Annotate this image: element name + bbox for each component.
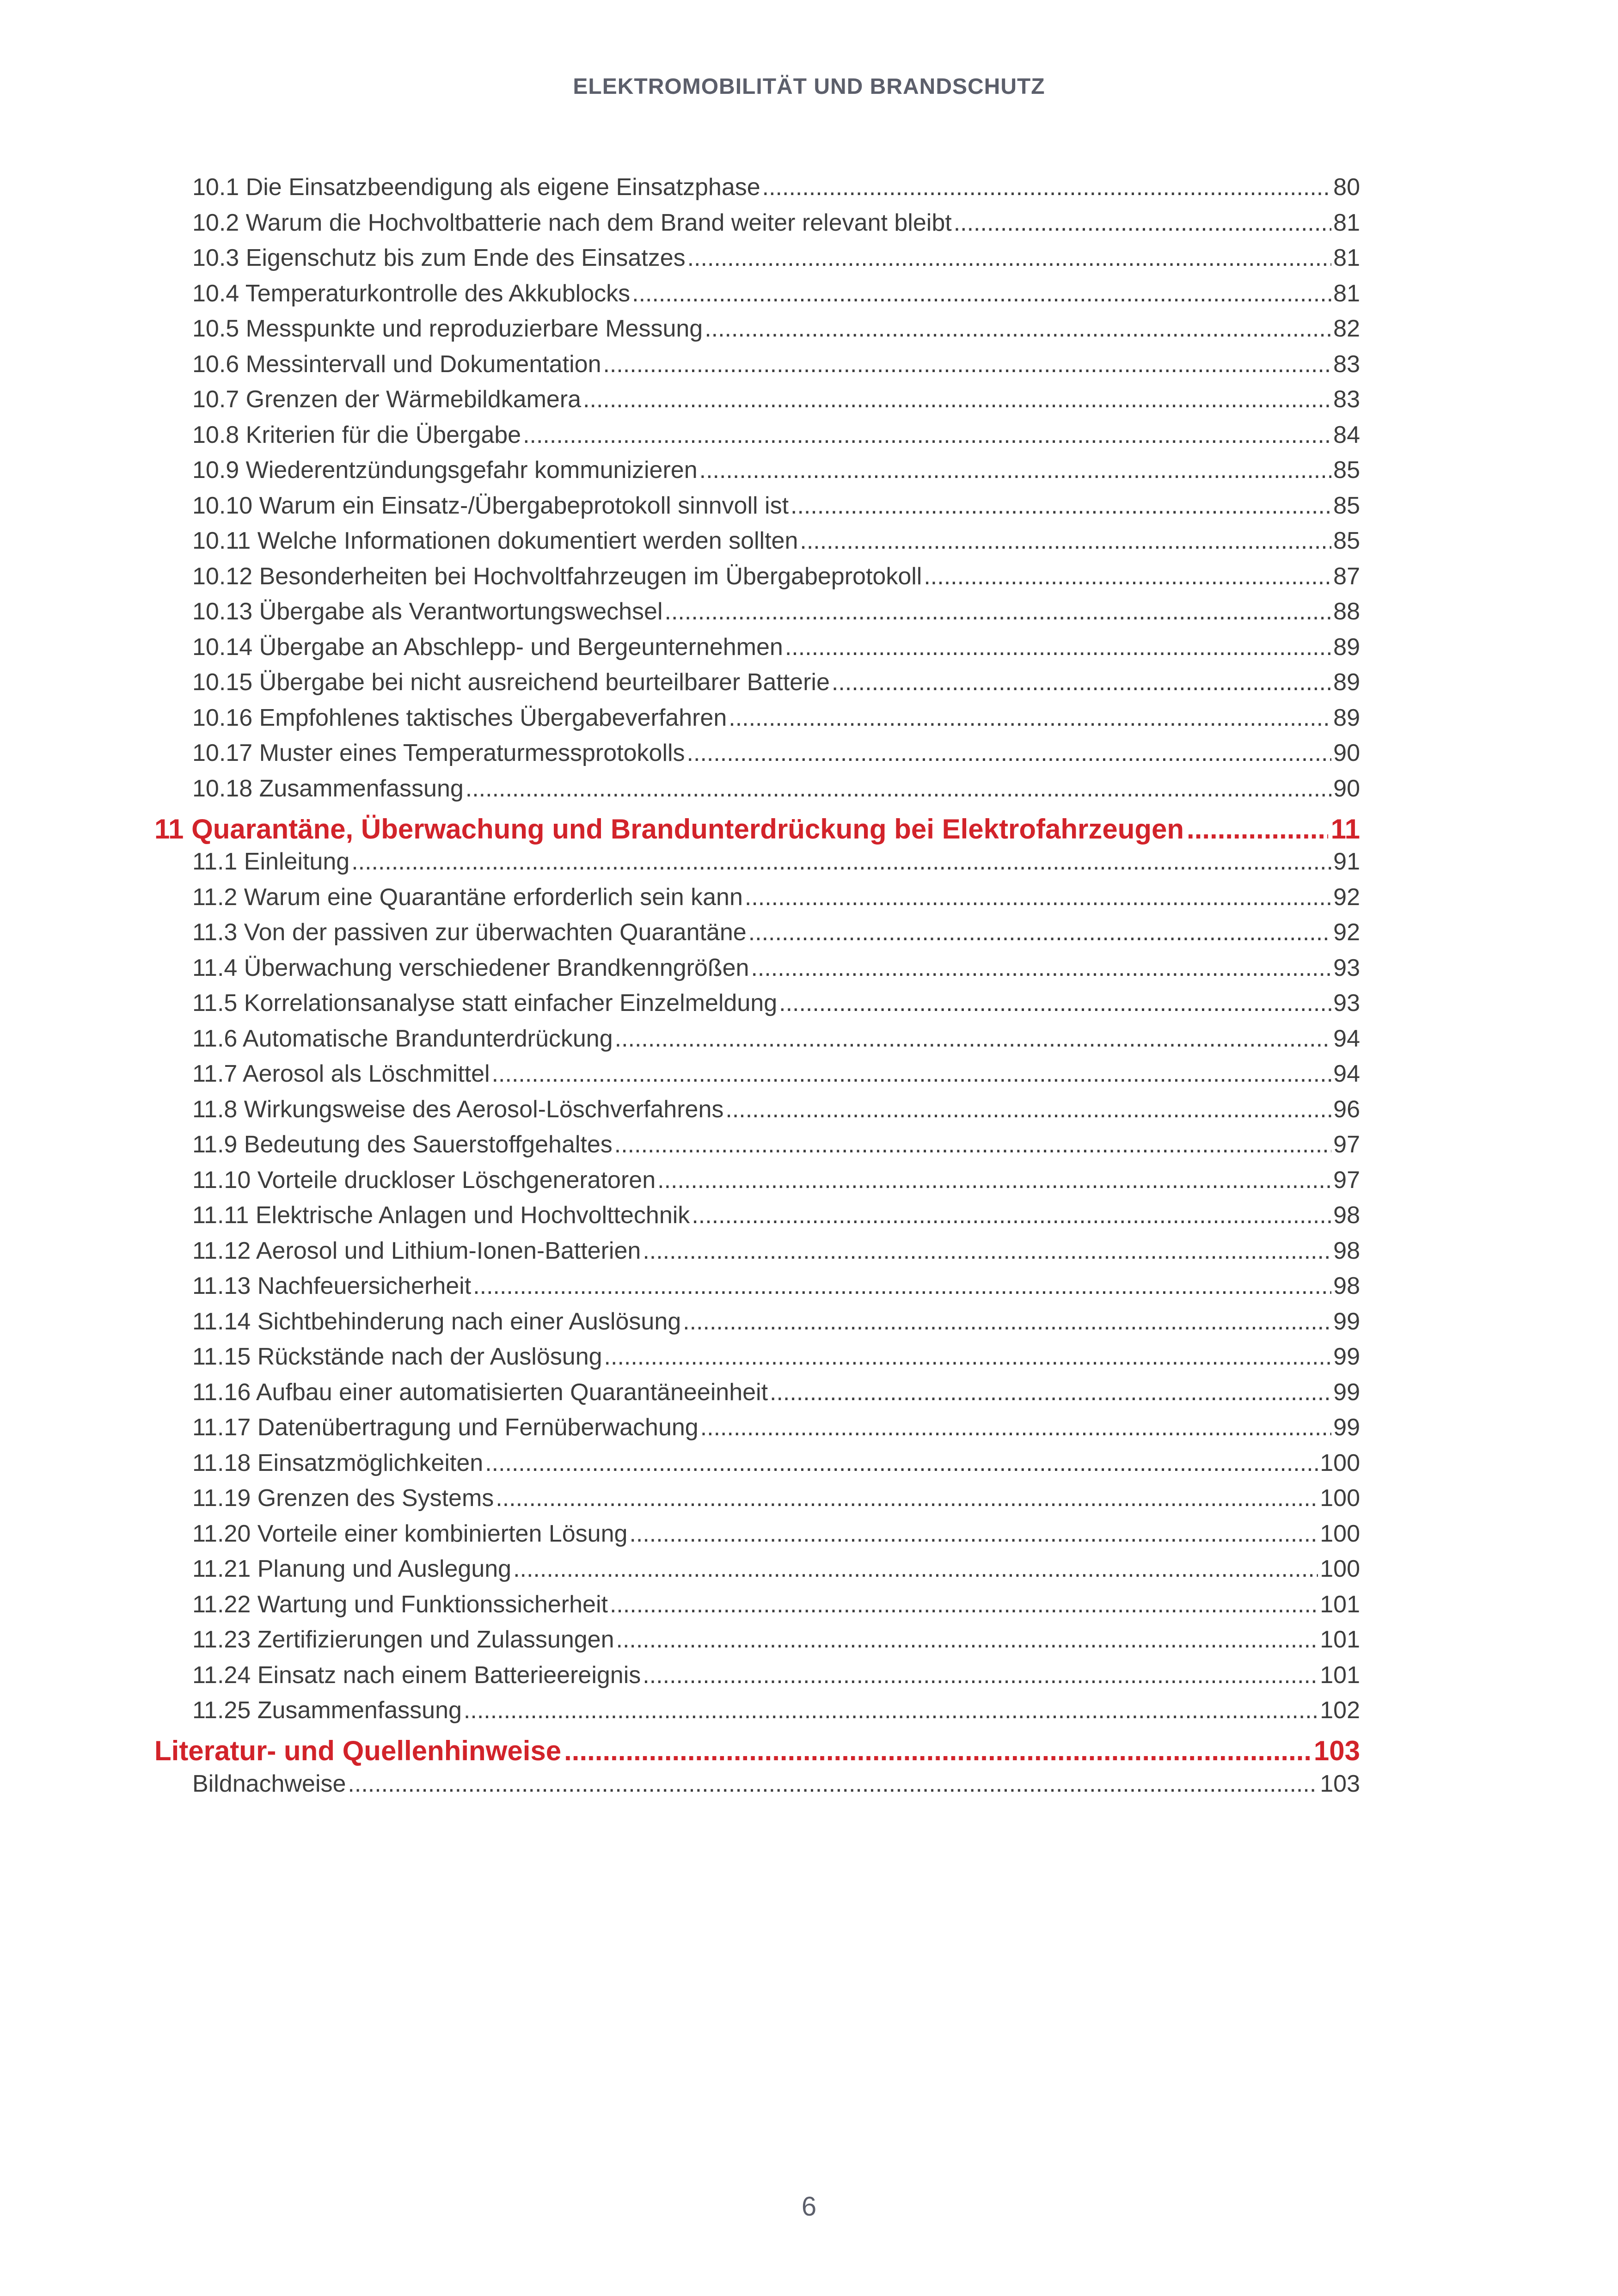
dot-leader xyxy=(348,1770,1318,1798)
toc-entry-title: 10.18 Zusammenfassung xyxy=(192,775,464,802)
toc-section-entry[interactable] xyxy=(154,1237,1360,1273)
toc-entry-page: 101 xyxy=(1320,1661,1360,1689)
dot-leader xyxy=(614,1131,1331,1158)
toc-section-entry[interactable] xyxy=(154,1484,1360,1520)
toc-entry-title: 10.17 Muster eines Temperaturmessprotokolls xyxy=(192,740,685,766)
toc-entry-page: 101 xyxy=(1320,1626,1360,1653)
toc-section-entry[interactable] xyxy=(154,173,1360,209)
toc-entry-page: 99 xyxy=(1333,1378,1360,1406)
toc-entry-page: 94 xyxy=(1333,1060,1360,1087)
dot-leader xyxy=(1187,813,1328,845)
toc-section-entry[interactable] xyxy=(154,492,1360,527)
toc-entry-page: 101 xyxy=(1320,1591,1360,1618)
toc-entry-title: 11.25 Zusammenfassung xyxy=(192,1697,462,1724)
toc-entry-title: 10.2 Warum die Hochvoltbatterie nach dem Brand weiter relevant bleibt xyxy=(192,209,952,236)
toc-entry-page: 91 xyxy=(1333,848,1360,875)
toc-entry-title: 11.23 Zertifizierungen und Zulassungen xyxy=(192,1626,614,1653)
toc-entry-page: 100 xyxy=(1320,1449,1360,1476)
toc-section-entry[interactable] xyxy=(154,1025,1360,1060)
dot-leader xyxy=(629,1520,1318,1548)
dot-leader xyxy=(603,350,1331,378)
toc-entry-page: 99 xyxy=(1333,1308,1360,1335)
dot-leader xyxy=(615,1025,1332,1053)
toc-entry-page: 88 xyxy=(1333,598,1360,625)
toc-section-entry[interactable] xyxy=(154,1661,1360,1697)
toc-section-entry[interactable] xyxy=(154,1555,1360,1591)
dot-leader xyxy=(699,456,1332,484)
toc-chapter-entry[interactable] xyxy=(154,810,1360,848)
toc-entry-page: 81 xyxy=(1333,209,1360,236)
toc-entry-page: 90 xyxy=(1333,740,1360,766)
toc-section-entry[interactable] xyxy=(154,1343,1360,1378)
toc-section-entry[interactable] xyxy=(154,386,1360,421)
toc-entry-title: 10.10 Warum ein Einsatz-/Übergabeprotokoll sinnvoll ist xyxy=(192,492,789,519)
toc-entry-title: 11.6 Automatische Brandunterdrückung xyxy=(192,1025,613,1052)
toc-entry-title: 10.8 Kriterien für die Übergabe xyxy=(192,421,521,448)
toc-entry-title: 10.14 Übergabe an Abschlepp- und Bergeunternehmen xyxy=(192,633,783,661)
toc-section-entry[interactable] xyxy=(154,1308,1360,1343)
toc-entry-page: 84 xyxy=(1333,421,1360,448)
dot-leader xyxy=(657,1166,1331,1194)
toc-entry-page: 99 xyxy=(1333,1343,1360,1370)
dot-leader xyxy=(523,421,1331,449)
dot-leader xyxy=(832,668,1331,696)
toc-section-entry[interactable] xyxy=(154,1591,1360,1626)
toc-section-entry[interactable] xyxy=(154,1166,1360,1202)
dot-leader xyxy=(643,1661,1318,1689)
toc-section-entry[interactable] xyxy=(154,315,1360,350)
toc-section-entry[interactable] xyxy=(154,1626,1360,1661)
toc-entry-page: 98 xyxy=(1333,1273,1360,1299)
dot-leader xyxy=(692,1201,1331,1229)
dot-leader xyxy=(729,704,1331,732)
toc-entry-title: 11.12 Aerosol und Lithium-Ionen-Batterien xyxy=(192,1237,641,1264)
dot-leader xyxy=(762,173,1332,201)
toc-entry-title: 10.5 Messpunkte und reproduzierbare Messung xyxy=(192,315,703,342)
toc-section-entry[interactable] xyxy=(154,739,1360,775)
dot-leader xyxy=(564,1735,1311,1767)
dot-leader xyxy=(779,989,1331,1017)
dot-leader xyxy=(513,1555,1318,1583)
dot-leader xyxy=(643,1237,1331,1265)
toc-entry-page: 90 xyxy=(1333,775,1360,802)
toc-entry-page: 82 xyxy=(1333,315,1360,342)
toc-entry-title: 11.7 Aerosol als Löschmittel xyxy=(192,1060,490,1087)
toc-section-entry[interactable] xyxy=(154,1414,1360,1449)
toc-section-entry[interactable] xyxy=(154,280,1360,315)
toc-section-entry[interactable] xyxy=(154,1060,1360,1096)
toc-entry-title: 11.19 Grenzen des Systems xyxy=(192,1485,494,1512)
toc-section-entry[interactable] xyxy=(154,668,1360,704)
toc-entry-title: 11.10 Vorteile druckloser Löschgeneratoren xyxy=(192,1166,656,1194)
toc-entry-title: 11.13 Nachfeuersicherheit xyxy=(192,1273,472,1299)
toc-section-entry[interactable] xyxy=(154,1520,1360,1555)
toc-entry-page: 97 xyxy=(1333,1166,1360,1194)
toc-entry-title: Bildnachweise xyxy=(192,1770,346,1797)
toc-entry-title: 10.9 Wiederentzündungsgefahr kommunizieren xyxy=(192,457,698,484)
page-number: 6 xyxy=(801,2192,817,2222)
toc-entry-page: 83 xyxy=(1333,350,1360,378)
toc-entry-title: 11.22 Wartung und Funktionssicherheit xyxy=(192,1591,608,1618)
dot-leader xyxy=(785,633,1331,661)
toc-entry-title: 11.4 Überwachung verschiedener Brandkenngrößen xyxy=(192,954,749,981)
toc-entry-page: 85 xyxy=(1333,527,1360,554)
toc-entry-page: 94 xyxy=(1333,1025,1360,1052)
toc-entry-title: 11.16 Aufbau einer automatisierten Quarantäneeinheit xyxy=(192,1378,768,1406)
toc-entry-page: 98 xyxy=(1333,1202,1360,1229)
dot-leader xyxy=(751,954,1331,982)
toc-entry-page: 89 xyxy=(1333,704,1360,731)
toc-section-entry[interactable] xyxy=(154,456,1360,492)
toc-section-entry[interactable] xyxy=(154,704,1360,740)
dot-leader xyxy=(770,1378,1331,1406)
dot-leader xyxy=(583,386,1331,413)
toc-entry-page: 103 xyxy=(1313,1735,1360,1766)
dot-leader xyxy=(791,492,1331,520)
dot-leader xyxy=(954,209,1331,237)
toc-entry-page: 87 xyxy=(1333,563,1360,590)
toc-entry-page: 97 xyxy=(1333,1131,1360,1158)
toc-entry-page: 89 xyxy=(1333,633,1360,661)
toc-entry-page: 81 xyxy=(1333,280,1360,307)
toc-entry-title: 11.1 Einleitung xyxy=(192,848,350,875)
toc-entry-page: 100 xyxy=(1320,1520,1360,1547)
dot-leader xyxy=(700,1414,1331,1441)
dot-leader xyxy=(748,918,1331,946)
toc-section-entry[interactable] xyxy=(154,1201,1360,1237)
dot-leader xyxy=(351,848,1331,876)
toc-section-entry[interactable] xyxy=(154,848,1360,883)
dot-leader xyxy=(632,280,1331,307)
toc-entry-title: 11.15 Rückstände nach der Auslösung xyxy=(192,1343,602,1370)
toc-entry-title: 10.6 Messintervall und Dokumentation xyxy=(192,350,601,378)
toc-entry-title: 11.9 Bedeutung des Sauerstoffgehaltes xyxy=(192,1131,613,1158)
dot-leader xyxy=(616,1626,1318,1653)
toc-entry-title: 11.17 Datenübertragung und Fernüberwachung xyxy=(192,1414,699,1441)
dot-leader xyxy=(725,1096,1331,1123)
toc-entry-page: 98 xyxy=(1333,1237,1360,1264)
dot-leader xyxy=(473,1272,1331,1300)
toc-entry-title: 11.20 Vorteile einer kombinierten Lösung xyxy=(192,1520,628,1547)
toc-entry-page: 103 xyxy=(1320,1770,1360,1797)
toc-section-entry[interactable] xyxy=(154,598,1360,633)
toc-section-entry[interactable] xyxy=(154,883,1360,919)
toc-entry-title: 10.15 Übergabe bei nicht ausreichend beurteilbarer Batterie xyxy=(192,669,830,696)
toc-entry-title: 10.11 Welche Informationen dokumentiert werden sollten xyxy=(192,527,798,554)
dot-leader xyxy=(492,1060,1332,1088)
toc-entry-page: 100 xyxy=(1320,1485,1360,1512)
toc-section-entry[interactable] xyxy=(154,633,1360,669)
toc-section-entry[interactable] xyxy=(154,421,1360,457)
toc-entry-page: 89 xyxy=(1333,669,1360,696)
toc-entry-page: 92 xyxy=(1333,919,1360,946)
toc-section-entry[interactable] xyxy=(154,1770,1360,1806)
table-of-contents xyxy=(154,173,1360,1805)
toc-entry-title: 10.13 Übergabe als Verantwortungswechsel xyxy=(192,598,663,625)
toc-entry-title: 11.24 Einsatz nach einem Batterieereignis xyxy=(192,1661,641,1689)
toc-entry-page: 85 xyxy=(1333,457,1360,484)
toc-section-entry[interactable] xyxy=(154,350,1360,386)
toc-entry-page: 80 xyxy=(1333,174,1360,201)
toc-entry-page: 93 xyxy=(1333,990,1360,1016)
toc-section-entry[interactable] xyxy=(154,563,1360,598)
running-header: ELEKTROMOBILITÄT UND BRANDSCHUTZ xyxy=(573,74,1045,99)
toc-section-entry[interactable] xyxy=(154,775,1360,810)
dot-leader xyxy=(687,739,1332,767)
dot-leader xyxy=(687,244,1332,272)
toc-section-entry[interactable] xyxy=(154,1272,1360,1308)
toc-entry-page: 85 xyxy=(1333,492,1360,519)
toc-section-entry[interactable] xyxy=(154,1131,1360,1166)
toc-section-entry[interactable] xyxy=(154,1696,1360,1732)
toc-entry-title: 10.3 Eigenschutz bis zum Ende des Einsatzes xyxy=(192,245,686,271)
toc-entry-title: 11.3 Von der passiven zur überwachten Quarantäne xyxy=(192,919,747,946)
dot-leader xyxy=(604,1343,1332,1371)
toc-entry-title: 11.18 Einsatzmöglichkeiten xyxy=(192,1449,484,1476)
dot-leader xyxy=(683,1308,1331,1335)
toc-entry-page: 81 xyxy=(1333,245,1360,271)
toc-entry-title: 10.1 Die Einsatzbeendigung als eigene Einsatzphase xyxy=(192,174,760,201)
toc-section-entry[interactable] xyxy=(154,209,1360,245)
toc-entry-title: 11 Quarantäne, Überwachung und Brandunterdrückung bei Elektrofahrzeugen xyxy=(154,813,1184,845)
toc-entry-title: Literatur- und Quellenhinweise xyxy=(154,1735,562,1766)
toc-chapter-entry[interactable] xyxy=(154,1732,1360,1770)
toc-entry-title: 11.11 Elektrische Anlagen und Hochvolttechnik xyxy=(192,1202,690,1229)
toc-entry-title: 11.2 Warum eine Quarantäne erforderlich sein kann xyxy=(192,883,743,911)
toc-entry-page: 96 xyxy=(1333,1096,1360,1123)
toc-section-entry[interactable] xyxy=(154,1378,1360,1414)
dot-leader xyxy=(924,563,1331,590)
dot-leader xyxy=(466,775,1331,802)
toc-entry-title: 11.14 Sichtbehinderung nach einer Auslösung xyxy=(192,1308,681,1335)
toc-entry-page: 92 xyxy=(1333,883,1360,911)
toc-entry-title: 10.16 Empfohlenes taktisches Übergabeverfahren xyxy=(192,704,727,731)
dot-leader xyxy=(610,1591,1318,1618)
toc-entry-title: 10.7 Grenzen der Wärmebildkamera xyxy=(192,386,582,413)
toc-entry-title: 11.5 Korrelationsanalyse statt einfacher Einzelmeldung xyxy=(192,990,778,1016)
toc-entry-page: 83 xyxy=(1333,386,1360,413)
dot-leader xyxy=(665,598,1332,625)
toc-entry-title: 11.21 Planung und Auslegung xyxy=(192,1555,512,1582)
toc-section-entry[interactable] xyxy=(154,1449,1360,1485)
dot-leader xyxy=(485,1449,1318,1477)
dot-leader xyxy=(705,315,1331,343)
toc-entry-title: 10.12 Besonderheiten bei Hochvoltfahrzeugen im Übergabeprotokoll xyxy=(192,563,922,590)
toc-entry-page: 93 xyxy=(1333,954,1360,981)
toc-section-entry[interactable] xyxy=(154,954,1360,990)
toc-section-entry[interactable] xyxy=(154,918,1360,954)
toc-section-entry[interactable] xyxy=(154,1096,1360,1131)
toc-entry-page: 100 xyxy=(1320,1555,1360,1582)
dot-leader xyxy=(464,1696,1318,1724)
toc-entry-page: 102 xyxy=(1320,1697,1360,1724)
toc-section-entry[interactable] xyxy=(154,527,1360,563)
toc-entry-page: 11 xyxy=(1330,813,1360,845)
toc-section-entry[interactable] xyxy=(154,244,1360,280)
toc-section-entry[interactable] xyxy=(154,989,1360,1025)
toc-entry-title: 10.4 Temperaturkontrolle des Akkublocks xyxy=(192,280,631,307)
dot-leader xyxy=(745,883,1331,911)
toc-entry-page: 99 xyxy=(1333,1414,1360,1441)
toc-entry-title: 11.8 Wirkungsweise des Aerosol-Löschverfahrens xyxy=(192,1096,724,1123)
dot-leader xyxy=(496,1484,1318,1512)
dot-leader xyxy=(800,527,1331,555)
